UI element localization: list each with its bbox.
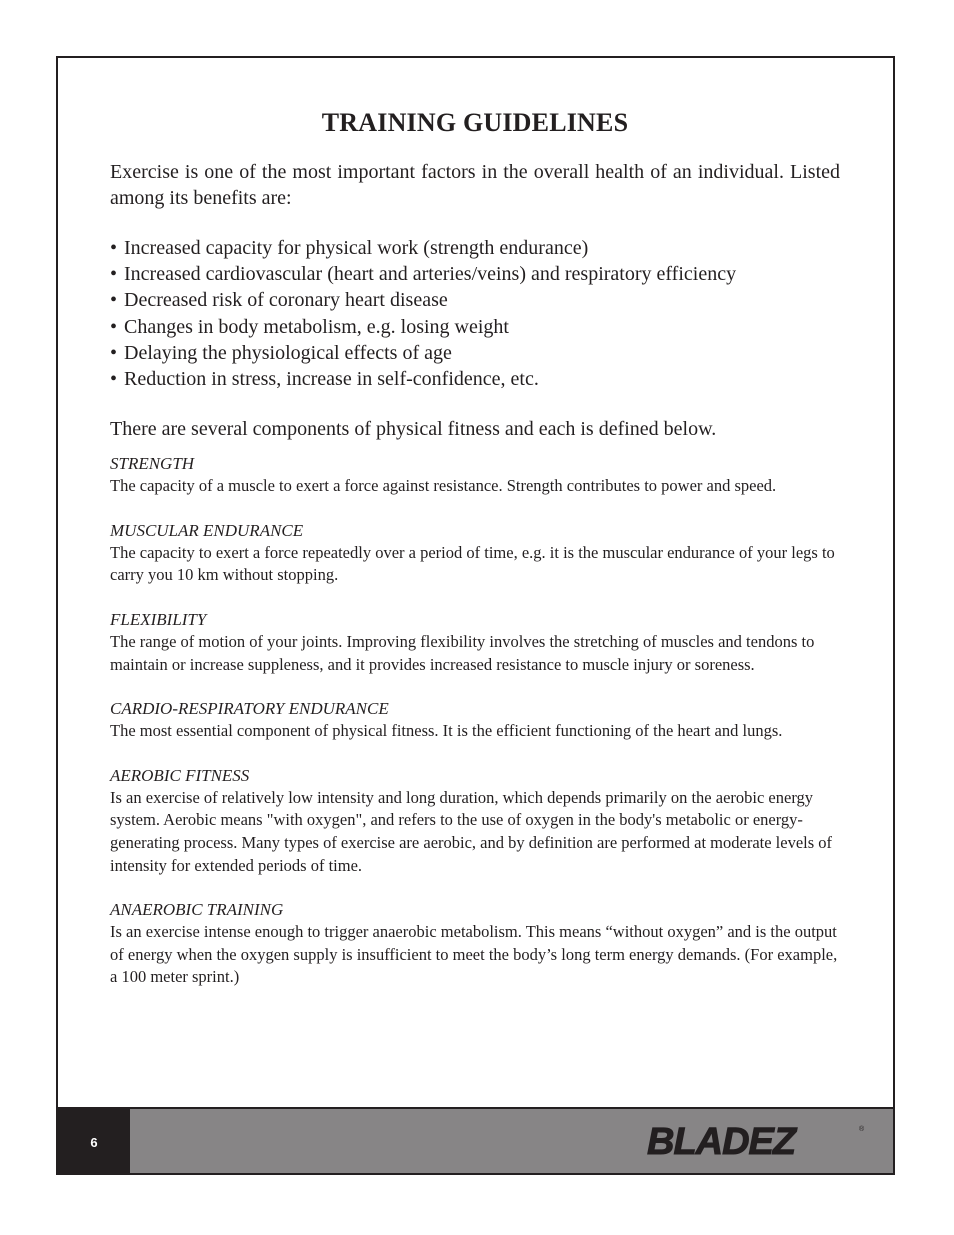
bullet-icon: • [110, 341, 118, 364]
intro-paragraph: Exercise is one of the most important factors in the overall health of an individual. Listed among its benefits are: [110, 161, 840, 209]
section-body: The capacity to exert a force repeatedly over a period of time, e.g. it is the muscular endurance of your legs to carry you 10 km without stopping. [110, 542, 835, 585]
brand-name: BLADEZ [647, 1121, 796, 1161]
footer-bar [56, 1107, 895, 1175]
section-aerobic-fitness [110, 764, 840, 877]
section-muscular-endurance [110, 519, 840, 587]
page-title: TRAINING GUIDELINES [321, 108, 629, 137]
section-body: The range of motion of your joints. Improving flexibility involves the stretching of muscles and tendons to maintain or increase suppleness, and it provides increased resistance to muscle injury or soreness. [110, 632, 815, 674]
section-body: Is an exercise of relatively low intensity and long duration, which depends primarily on the aerobic energy system. Aerobic means "with oxygen", and refers to the use of oxygen in the body's metabolic or energy-generating process. Many types of exercise are aerobic, and by definition are performed at moderate levels of intensity for extended periods of time. [110, 787, 833, 875]
list-item [110, 366, 840, 392]
trademark-symbol: ® [859, 1126, 865, 1133]
page-content [110, 106, 840, 989]
section-anaerobic-training [110, 898, 840, 989]
list-item [110, 340, 840, 366]
section-heading: FLEXIBILITY [110, 610, 207, 629]
list-item [110, 235, 840, 261]
list-item-text: Increased capacity for physical work (strength endurance) [124, 237, 589, 259]
section-body: Is an exercise intense enough to trigger anaerobic metabolism. This means “without oxygen” and is the output of energy when the oxygen supply is insufficient to meet the body’s long term energy demands. (For example, a 100 meter sprint.) [110, 922, 838, 987]
bladez-logo-icon [647, 1121, 867, 1161]
section-heading: CARDIO-RESPIRATORY ENDURANCE [110, 699, 389, 719]
bullet-icon: • [110, 237, 118, 259]
bullet-icon: • [110, 263, 118, 286]
benefits-list [110, 235, 840, 392]
section-strength [110, 452, 840, 498]
bullet-icon: • [110, 368, 118, 391]
section-heading: ANAEROBIC TRAINING [110, 900, 284, 920]
list-item-text: Reduction in stress, increase in self-confidence, etc. [124, 368, 539, 391]
list-item [110, 261, 840, 287]
bullet-icon: • [110, 315, 118, 338]
section-flexibility [110, 608, 840, 676]
list-item-text: Decreased risk of coronary heart disease [124, 289, 448, 312]
section-body: The most essential component of physical fitness. It is the efficient functioning of the heart and lungs. [110, 721, 783, 741]
section-body: The capacity of a muscle to exert a force against resistance. Strength contributes to power and speed. [110, 476, 777, 496]
list-item [110, 314, 840, 340]
list-item-text: Increased cardiovascular (heart and arteries/veins) and respiratory efficiency [124, 263, 737, 286]
list-item-text: Changes in body metabolism, e.g. losing weight [124, 315, 509, 338]
bullet-icon: • [110, 289, 118, 312]
page-number: 6 [58, 1109, 130, 1175]
section-heading: STRENGTH [110, 454, 195, 474]
section-heading: MUSCULAR ENDURANCE [110, 520, 304, 540]
section-heading: AEROBIC FITNESS [110, 765, 250, 785]
components-intro: There are several components of physical fitness and each is defined below. [110, 418, 717, 441]
section-cardio-respiratory-endurance [110, 697, 840, 743]
list-item-text: Delaying the physiological effects of age [124, 341, 452, 364]
list-item [110, 287, 840, 313]
